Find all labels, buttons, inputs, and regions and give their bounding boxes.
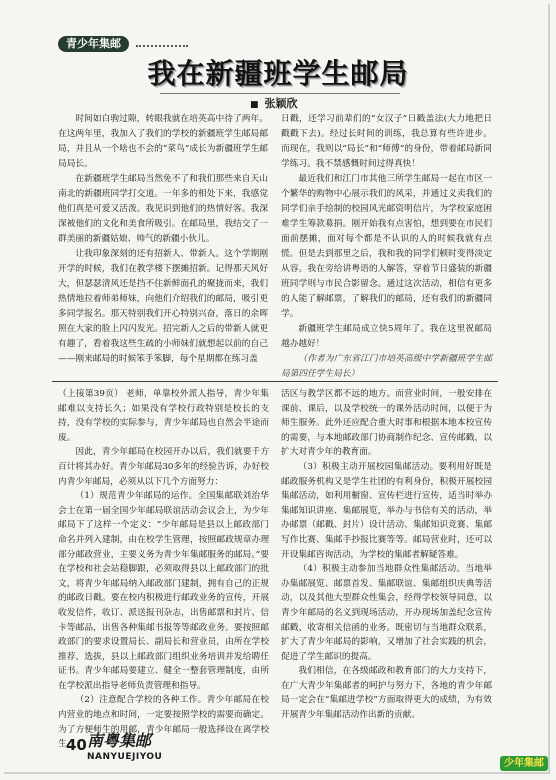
author-marker-icon: ■ [250,100,259,110]
page-number: 40 [66,736,87,754]
section-dots-divider [136,45,188,47]
article-paragraph: 让我印象深刻的还有招新人、带新人。这个学期刚开学的时候，我们在教学楼下摆摊招新。记得那天风好大，但瑟瑟清风还是挡不住新鲜面孔的聚拢而来，我们热情地拉着师弟师妹，向他们介绍我们的邮局，吸引更多同学报名。那天特别我们开心特别兴奋，落日的余晖照在大家的脸上闪闪发光。招完新人之后的带新人就更有趣了，看着我这些生疏的小师妹们就想起以前的自己——刚来邮局的时候笨手笨脚，每个星期都在练习盖 [58,249,268,364]
continued-paragraph: （1）规范青少年邮局的运作。全国集邮联刘治华会士在第一届全国少年邮局联谊活动会议会上，为少年邮局下了这样一个定义：“少年邮局是县以上邮政部门命名并列入建制，由在校学生管理，按照邮政规章办理部分邮政营业，主要义务为青少年集邮服务的邮局。”要在学校和社会站稳脚跟，必须取得县以上邮政部门的批文，将青少年邮局纳入邮政部门建制，拥有自己的正规的邮政日戳。要在校内积极进行邮政业务的宣传，开展收发信件，收订、派送报刊杂志，出售邮票和封片、信卡等邮品，出售各种集邮书报等等邮政业务。要按照邮政部门的要求设置局长、副局长和营业员，由所在学校推荐，选拔，县以上邮政部门组织业务培训并发给聘任证书。青少年邮局要建立、健全一整套管理制度，由所在学校派出指导老师负责管理和指导。 [58,491,269,691]
article-title: 我在新疆班学生邮局 [147,57,409,90]
continued-paragraph: 活区与教学区都不远的地方。而营业时间，一般安排在课前、课后，以及学校统一的课外活动时间，以便于为师生服务。此外还应配合重大时事和根据本地本校宣传的需要，与本地邮政部门协商制作纪念、宣传邮戳，以扩大对青少年的教育面。 [281,389,492,458]
article-paragraph: 时间如白驹过隙，转眼我就在培英高中待了两年。在这两年里，我加入了我们的学校的新疆班学生邮局邮局，并且从一个啥也不会的“菜鸟”成长为新疆班学生邮局局长。 [58,114,268,169]
article-column-left [58,112,268,367]
author-line [250,97,370,112]
continued-paragraph: （4）积极主动参加当地群众性集邮活动。当地举办集邮展览、邮票首发、集邮联谊、集邮组织庆典等活动，以及其他大型群众性集会，经得学校领导同意，以青少年邮局的名义到现场活动，开办现场加盖纪念宣传邮戳，收寄相关信函的业务。既密切与当地群众联系，扩大了青少年邮局的影响，又增加了社会实践的机会，促进了学生邮识的提高。 [281,564,492,662]
continued-paragraph: （上接第39页） 老师，单靠校外派人指导，青少年集邮难以支持长久；如果没有学校行政特别是校长的支持，没有学校的实际参与，青少年邮局也自然会半途而废。 [58,389,269,443]
author-note: （作者为广东省江门市培英高级中学新疆班学生邮局第四任学生局长） [281,354,492,379]
article-paragraph: 新疆班学生邮局成立快5周年了。我在这里祝邮局越办越好！ [281,324,492,349]
section-badge: 青少年集邮 [58,36,129,52]
article-column-right [281,112,492,382]
author-name: 张颖欣 [264,97,298,110]
corner-badge: 少年集邮 [500,756,548,771]
magazine-pinyin: NANYUEJIYOU [87,752,163,762]
continued-paragraph: 因此，青少年邮局在校园开办以后，我们就要千方百计将其办好。青少年邮局30多年的经验告诉，办好校内青少年邮局，必须从以下几个方面努力： [58,447,269,487]
section-divider [52,381,498,382]
article-paragraph: 在新疆班学生邮局当然免不了和我们那些来自天山南北的新疆班同学打交道。一年多的相处下来，我感觉他们真是可爱又活泼。我见识到他们的热情好客。我深深被他们的文化和美食所吸引。在邮局里，我结交了一群美丽的新疆姑娘、帅气的新疆小伙儿。 [58,174,268,244]
continued-paragraph: （3）积极主动开展校园集邮活动。要利用好既是邮政服务机构又是学生社团的有利身份，积极开展校园集邮活动，如利用橱窗、宣传栏进行宣传，适当时举办集邮知识讲座、集邮展览，举办与书信有关的活动，举办邮票（邮戳、封片）设计活动、集邮知识竞赛、集邮写作比赛、集邮手抄报比赛等等。邮局营业时，还可以开设集邮咨询活动，为学校的集邮者解疑答难。 [281,461,492,560]
continued-paragraph: （2）注意配合学校的各种工作。青少年邮局在校内营业的地点和时间，一定要按照学校的需要而确定。为了方便师生的用邮，青少年邮局一般选择设在离学校生 [58,695,269,750]
continued-paragraph: 我们相信，在各级邮政和教育部门的大力支持下，在广大青少年集邮者的呵护与努力下，各地的青少年邮局一定会在“集邮进学校”方面取得更大的成绩，为有效开展青少年集邮活动作出新的贡献。 [281,666,492,721]
title-underline [160,93,400,94]
continued-column-right [281,387,492,723]
article-paragraph: 最近我们和江门市其他三所学生邮局一起在市区一个繁华的购物中心展示我们的风采，并通过义卖我们的同学们亲手绘制的校园风光邮资明信片，为学校家庭困难学生筹款募捐。刚开始我有点害怕，想到要在市民们面前摆摊，面对每个都是不认识的人的时候我就有点慌。但是去到那里之后，我和我的同学们顿时变得淡定从容。我在旁给讲粤语的人解答，穿着节日盛装的新疆班同学则与市民合影留念。通过这次活动，相信有更多的人能了解邮票，了解我们的邮局，还有我们的新疆同学。 [281,174,492,319]
article-paragraph: 日戳，还学习前辈们的“女汉子”日戳盖法(大力地把日戳戳下去)。经过长时间的训练，我总算有些许进步。而现在，我则以“局长”和“师傅”的身份，带着邮局新同学练习。我不禁感慨时间过得真快！ [281,114,492,169]
continued-column-left [58,387,269,752]
magazine-title: 南粤集邮 [87,731,152,750]
